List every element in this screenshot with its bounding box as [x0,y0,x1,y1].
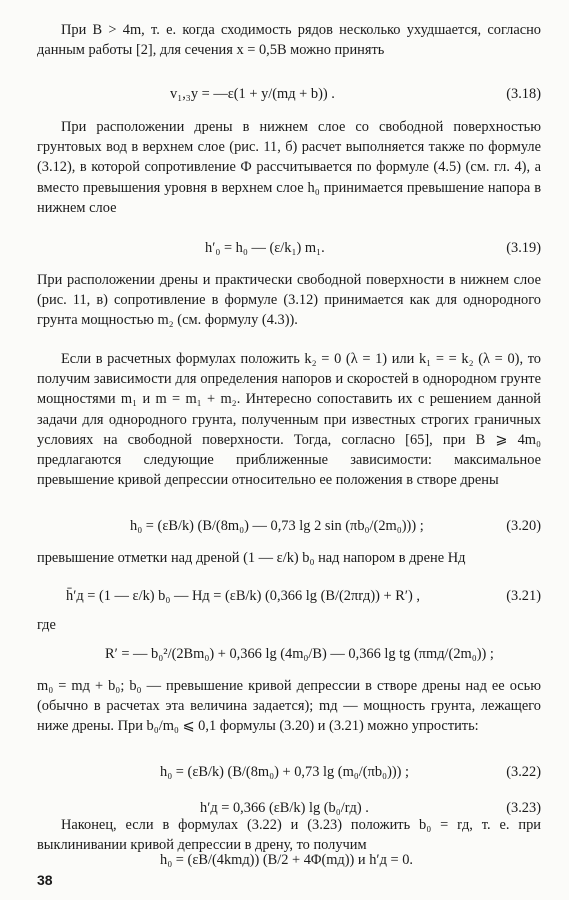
paragraph-7: m₀ = mд + b₀; b₀ — превышение кривой депрессии в створе дрены над ее осью (обычно в расчетах эта величина задается); mд — мощность грунта, лежащего ниже дрены. При b₀/m₀ ⩽ 0,1 формулы (3.20) и (3.21) можно упростить: [37,678,541,735]
equation-number: (3.21) [506,588,541,604]
equation-3-22 [0,756,569,790]
equation-r-prime [0,638,569,672]
equation-number: (3.18) [506,86,541,102]
equation-formula: R′ = — b₀²/(2Bm₀) + 0,366 lg (4m₀/B) — 0,366 lg tg (πmд/(2m₀)) ; [105,646,494,662]
equation-formula: h₀ = (εB/(4kmд)) (B/2 + 4Φ(mд)) и h′д = 0. [160,852,414,868]
equation-number: (3.20) [506,518,541,534]
equation-final [0,844,569,878]
paragraph-2: При расположении дрены в нижнем слое со свободной поверхностью грунтовых вод в верхнем слое (рис. 11, б) расчет выполняется также по формуле (3.12), в которой сопротивление Ф рассчитывается по формуле (4.5) (см. гл. 4), а вместо превышения уровня в верхнем слое h₀ принимается превышение напора в нижнем слое [37,119,541,216]
equation-formula: h₀ = (εB/k) (B/(8m₀) — 0,73 lg 2 sin (πb₀/(2m₀))) ; [130,518,424,534]
paragraph-8: Наконец, если в формулах (3.22) и (3.23) положить b₀ = rд, т. е. при выклинивании кривой депрессии в дрену, то получим [37,817,541,854]
equation-3-21 [0,580,569,614]
paragraph-1: При B > 4m, т. е. когда сходимость рядов несколько ухудшается, согласно данным работы [2], для сечения x = 0,5B можно принять [37,22,541,59]
equation-3-19 [0,232,569,266]
equation-formula: h₀ = (εB/k) (B/(8m₀) + 0,73 lg (m₀/(πb₀))) ; [160,764,410,780]
equation-number: (3.23) [506,800,541,816]
equation-formula: h̄′д = (1 — ε/k) b₀ — Hд = (εB/k) (0,366 lg (B/(2πrд)) + R′) , [66,588,420,604]
paragraph-4: Если в расчетных формулах положить k₂ = 0 (λ = 1) или k₁ = = k₂ (λ = 0), то получим зависимости для определения напоров и скоростей в однородном грунте мощностями m₁ и m = m₁ + m₂. Интересно сопоставить их с решением данной задачи для однородного грунта, полученным при известных строгих граничных условиях на свободной поверхности. Тогда, согласно [65], при B ⩾ 4m₀ предлагаются следующие приближенные зависимости: максимальное превышение кривой депрессии относительно ее положения в створе дрены [37,351,541,489]
equation-formula: v₁,₃y = —ε(1 + y/(mд + b)) . [170,86,335,102]
equation-number: (3.22) [506,764,541,780]
page-number: 38 [37,872,53,888]
paragraph-3: При расположении дрены и практически свободной поверхности в нижнем слое (рис. 11, в) сопротивление в формуле (3.12) принимается как для однородного грунта мощностью m₂ (см. формулу (4.3)). [37,272,541,329]
equation-number: (3.19) [506,240,541,256]
equation-3-20 [0,510,569,544]
equation-3-18 [0,78,569,112]
paragraph-6: где [37,617,56,633]
equation-formula: h′₀ = h₀ — (ε/k₁) m₁. [205,240,325,256]
equation-formula: h′д = 0,366 (εB/k) lg (b₀/rд) . [200,800,369,816]
paragraph-5: превышение отметки над дреной (1 — ε/k) b₀ над напором в дрене Hд [37,550,466,566]
